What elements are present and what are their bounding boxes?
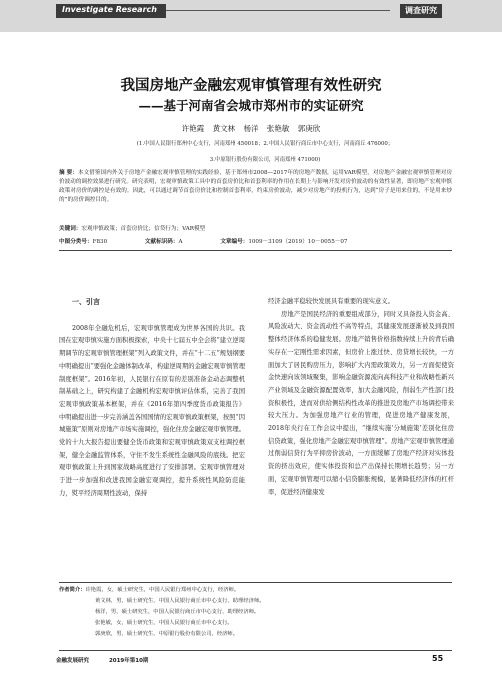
abstract-block [59,169,452,205]
author-note: 张艳敏，女，硕士研究生，中国人民银行商丘市中心支行。 [95,620,233,626]
article-id-value: 1009－3109（2019）10－0055－07 [248,239,348,245]
journal-name: 金融发展研究 [56,658,90,664]
header-category-tag: 调查研究 [400,4,442,18]
body-paragraph: 房地产是国民经济的重要组成部分，同时又具备投入资金高、风险波动大、资金流动性不高等特点，其健康发展逐渐被及到我国整体经济体系的稳健发展。房地产销售价格指数持续上升的背后确实存在一定刚性需求因素，但房价上涨过快、房贷增长较快，一方面加大了居民购房压力，影响扩大内需政策效力，另一方面促使资金快速向该领域聚集，影响金融资源流向高科技产业和战略性新兴产业领域及金融资源配置效率，加大金融风险，削弱生产性部门投资积极性，进而对供给侧结构性改革的推进及房地产市场调控带来较大压力。为加强房地产行业的管理，促进房地产健康发展，2018年央行在工作会议中提出，“继续实施‘分城施策’差别化住房信贷政策，强化房地产金融宏观审慎管理”。房地产宏观审慎管理通过削弱信贷行为平抑房价波动，一方面缓解了房地产经济对实体投资的挤出效应，使实体投资和总产出保持长期增长趋势；另一方面，宏观审慎管理可以缩小信贷膨胀规模，显著降低经济体的杠杆率，促进经济健康发 [268,310,454,496]
keywords-line [59,224,205,232]
header-section-label: Investigate Research [62,5,157,14]
doc-code-value: A [178,239,183,245]
footer-journal [56,656,166,664]
affiliation-line-2: 3.中原银行股份有限公司，河南郑州 471000) [209,157,321,163]
page-number: 55 [432,654,444,663]
left-column [59,300,245,501]
journal-header-band [0,0,502,32]
keywords-text: 宏观审慎政策；首套房价比；信贷行为；VAR模型 [81,226,206,232]
author-list: 许艳霞 黄文林 杨洋 张艳敏 郭庚欣 [181,124,321,133]
abstract-label: 摘 要： [59,170,78,176]
author-note: 郭庚欣，男，硕士研究生，中原银行股份有限公司，经济师。 [95,631,239,637]
author-note: 杨洋，男，硕士研究生，中国人民银行商丘市中心支行，助理经济师。 [95,609,260,615]
clc-label: 中图分类号： [59,239,93,245]
right-column [268,296,454,499]
journal-issue: 2019年第10期 [108,658,149,664]
clc-value: F830 [92,239,108,245]
keywords-label: 关键词： [59,226,82,232]
affiliation-line-1: (1.中国人民银行郑州中心支行，河南郑州 450018；2.中国人民银行商丘市中心支行，河南商丘 476000； [136,141,394,147]
section-heading-intro: 一、引言 [72,298,100,306]
body-paragraph: 2008年全融危机后，宏观审慎管理成为世界各国的共识。我国在宏观审慎实施方面积极探索，中央十七届五中全会将“建立逆周期调节的宏观审慎管理框架”列入政策文件，并在“十二五”规划纲要中明确提出“要强化金融体制改革，构建逆周期的金融宏观审慎管理制度框架”。2016年初，人民银行在原有的差别准备金动态调整机制基础之上，研究构建了金融机构宏观审慎评估体系，完善了我国宏观审慎政策基本框架，并在《2016年第四季度货币政策报告》中明确提出进一步完善涵盖各国国情的宏观审慎政策框架，按照“因城施策”原则对房地产市场实施调控，强化住房金融宏观审慎管理。党的十九大报告提出要健全货币政策和宏观审慎政策双支柱调控框架，健全金融监管体系，守住不发生系统性金融风险的底线。把宏观审慎政策上升到国家战略高度进行了安排部署。宏观审慎管理对于进一步加强和改进我国金融宏观调控，提升系统性风险防范能力，熨平经济周期性波动，保持 [59,324,245,497]
body-paragraph: 经济金融平稳较快发展具有重要的现实意义。 [268,298,394,305]
author-note: 许艳霞，女，硕士研究生，中国人民银行郑州中心支行，经济师。 [85,587,240,593]
article-id-label: 文章编号： [220,239,249,245]
author-notes [59,585,452,640]
paper-title: 我国房地产金融宏观审慎管理有效性研究 [120,78,382,94]
abstract-text: 本文借鉴国内外关于房地产金融宏观审慎管理的实践经验，基于郑州市2008—2017年的房地产数据，运用VAR模型，对房地产金融宏观审慎管理对房价波动的调控效果进行研究。研究表明，宏观审慎政策工具中的首套房价比和首套利率的作用在长期上与影响开发对房价波动的有效性显著，即房地产宏观审慎政策对房价的调控是有效的。因此，可以通过调节首套房价比和控制首套利率，约束房价波动，减少对房地产的投机行为，达到“房子是用来住的，不是用来炒的”的房价调控目的。 [59,170,452,204]
classification-line [59,237,383,245]
footer-rule [59,650,452,651]
author-note: 黄文林，男，硕士研究生，中国人民银行商丘市中心支行，助理经济师。 [95,598,265,604]
notes-divider [59,582,452,583]
header-section-tag [56,4,166,18]
doc-code-label: 文献标识码： [144,239,179,245]
abstract-divider [59,250,452,251]
notes-label: 作者简介： [59,587,86,593]
paper-subtitle: ——基于河南省会城市郑州市的实证研究 [138,98,364,113]
